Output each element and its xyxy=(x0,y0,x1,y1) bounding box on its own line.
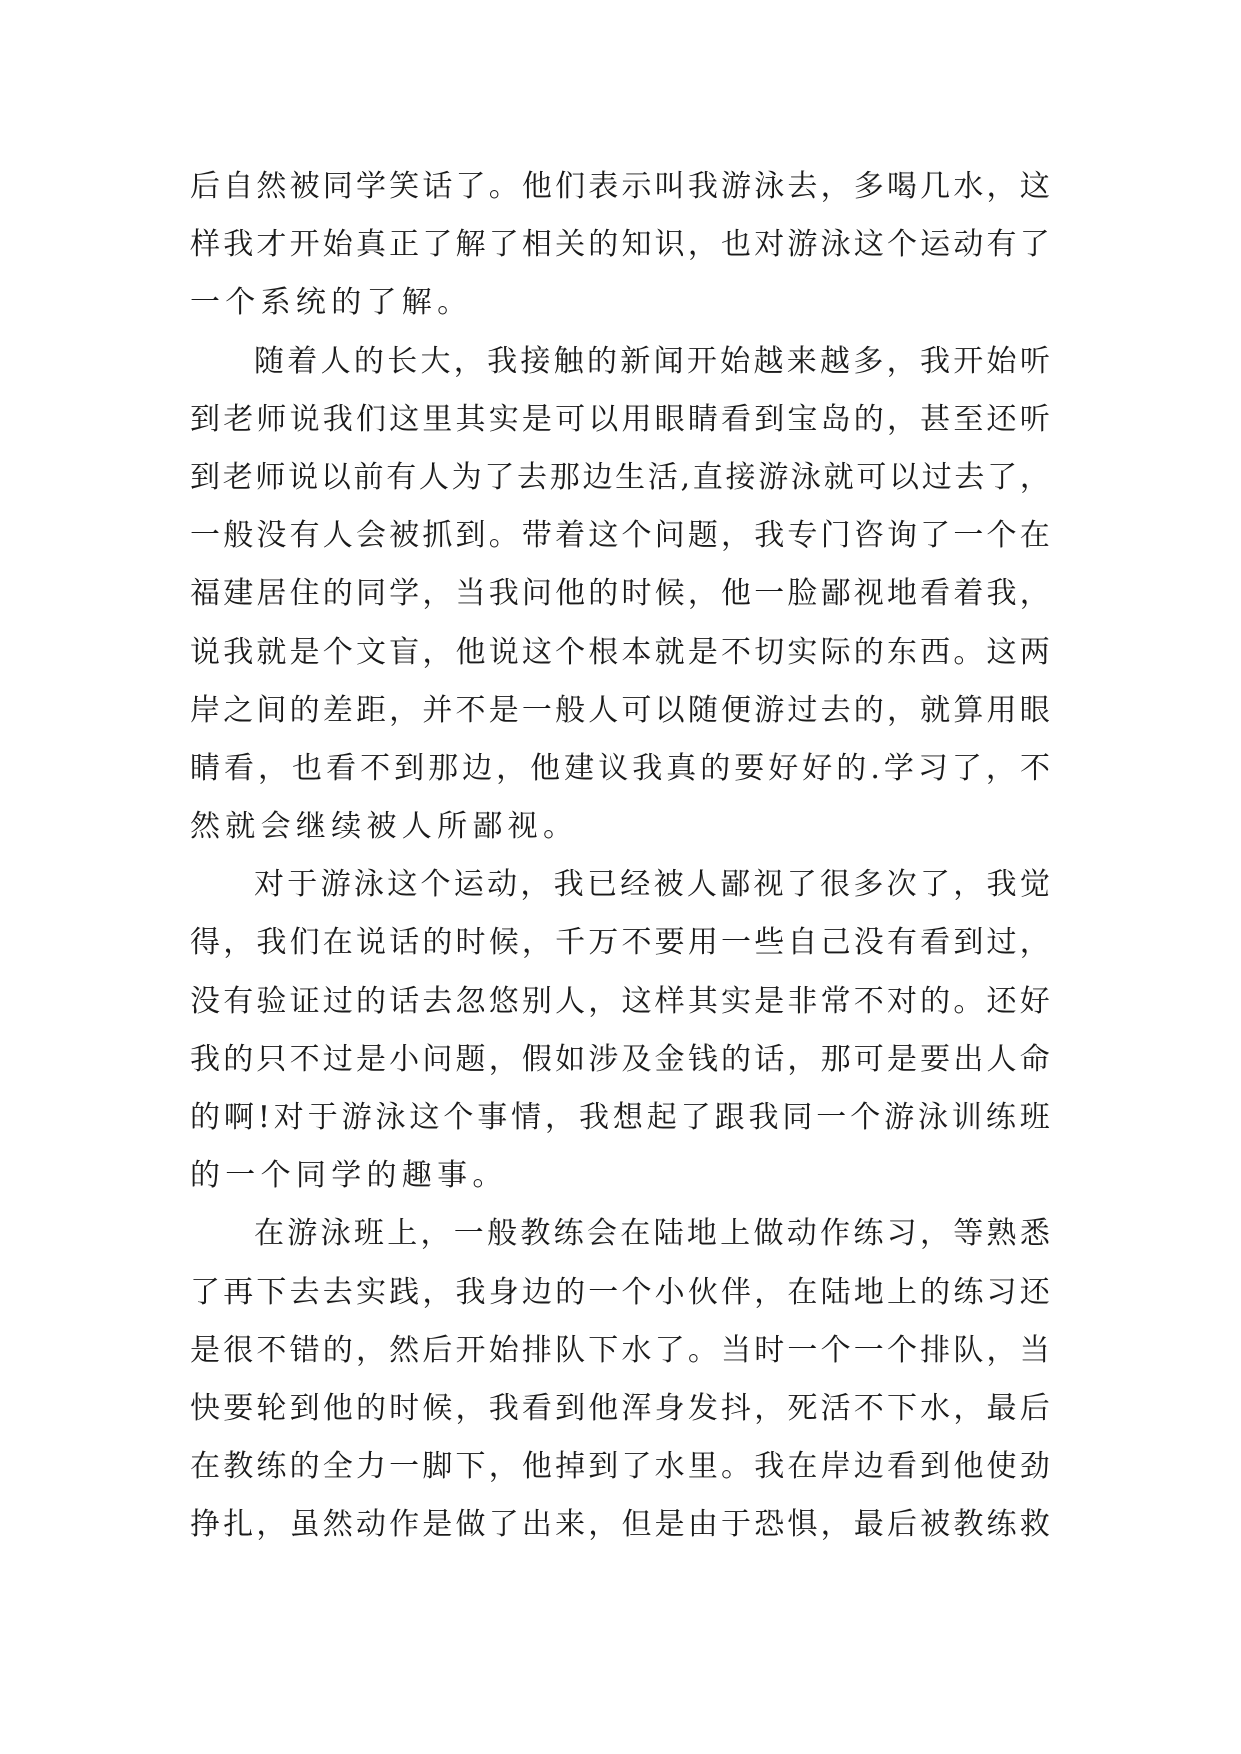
text-line: 福 建 居 住 的 同 学 ， 当 我 问 他 的 时 候 ， 他 一 脸 鄙 视 地 看 着 我 ， xyxy=(190,576,1050,612)
text-line: 睛 看 ， 也 看 不 到 那 边 ， 他 建 议 我 真 的 要 好 好 的 . 学 习 了 ， 不 xyxy=(190,750,1050,786)
text-line: 快 要 轮 到 他 的 时 候 ， 我 看 到 他 浑 身 发 抖 ， 死 活 不 下 水 ， 最 后 xyxy=(190,1390,1050,1426)
text-line: 然 就 会 继 续 被 人 所 鄙 视 。 xyxy=(190,809,573,845)
paragraph xyxy=(190,856,1050,1205)
text-line: 的 啊 ! 对 于 游 泳 这 个 事 情 ， 我 想 起 了 跟 我 同 一 个 游 泳 训 练 班 xyxy=(190,1100,1050,1135)
paragraph xyxy=(190,158,1050,333)
text-line: 在 教 练 的 全 力 一 脚 下 ， 他 掉 到 了 水 里 。 我 在 岸 边 看 到 他 使 劲 xyxy=(190,1449,1050,1485)
text-line: 没 有 验 证 过 的 话 去 忽 悠 别 人 ， 这 样 其 实 是 非 常 不 对 的 。 还 好 xyxy=(190,983,1050,1019)
text-line: 我 的 只 不 过 是 小 问 题 ， 假 如 涉 及 金 钱 的 话 ， 那 可 是 要 出 人 命 xyxy=(190,1041,1050,1077)
text-line: 随 着 人 的 长 大 ， 我 接 触 的 新 闻 开 始 越 来 越 多 ， 我 开 始 听 xyxy=(254,343,1050,379)
paragraph xyxy=(190,333,1050,857)
text-line: 对 于 游 泳 这 个 运 动 ， 我 已 经 被 人 鄙 视 了 很 多 次 了 ， 我 觉 xyxy=(254,867,1050,903)
text-line: 了 再 下 去 去 实 践 ， 我 身 边 的 一 个 小 伙 伴 ， 在 陆 地 上 的 练 习 还 xyxy=(190,1274,1050,1310)
text-line: 岸 之 间 的 差 距 ， 并 不 是 一 般 人 可 以 随 便 游 过 去 的 ， 就 算 用 眼 xyxy=(190,692,1050,728)
paragraph xyxy=(190,1205,1050,1554)
text-line: 得 ， 我 们 在 说 话 的 时 候 ， 千 万 不 要 用 一 些 自 己 没 有 看 到 过 ， xyxy=(190,925,1050,961)
text-line: 后 自 然 被 同 学 笑 话 了 。 他 们 表 示 叫 我 游 泳 去 ， 多 喝 几 水 ， 这 xyxy=(190,169,1050,204)
text-line: 是 很 不 错 的 ， 然 后 开 始 排 队 下 水 了 。 当 时 一 个 一 个 排 队 ， 当 xyxy=(190,1332,1050,1368)
text-line: 在 游 泳 班 上 ， 一 般 教 练 会 在 陆 地 上 做 动 作 练 习 ， 等 熟 悉 xyxy=(254,1216,1050,1252)
text-line: 样 我 才 开 始 真 正 了 解 了 相 关 的 知 识 ， 也 对 游 泳 这 个 运 动 有 了 xyxy=(190,227,1050,263)
text-line: 到 老 师 说 以 前 有 人 为 了 去 那 边 生 活 , 直 接 游 泳 就 可 以 过 去 了 ， xyxy=(190,459,1050,495)
text-line: 挣 扎 ， 虽 然 动 作 是 做 了 出 来 ， 但 是 由 于 恐 惧 ， 最 后 被 教 练 救 xyxy=(190,1507,1050,1543)
text-line: 说 我 就 是 个 文 盲 ， 他 说 这 个 根 本 就 是 不 切 实 际 的 东 西 。 这 两 xyxy=(190,634,1050,670)
text-line: 的 一 个 同 学 的 趣 事 。 xyxy=(190,1158,503,1194)
document-body xyxy=(190,158,1050,1555)
text-line: 一 般 没 有 人 会 被 抓 到 。 带 着 这 个 问 题 ， 我 专 门 咨 询 了 一 个 在 xyxy=(190,518,1050,554)
text-line: 一 个 系 统 的 了 解 。 xyxy=(190,285,468,321)
text-line: 到 老 师 说 我 们 这 里 其 实 是 可 以 用 眼 睛 看 到 宝 岛 的 ， 甚 至 还 听 xyxy=(190,401,1050,437)
